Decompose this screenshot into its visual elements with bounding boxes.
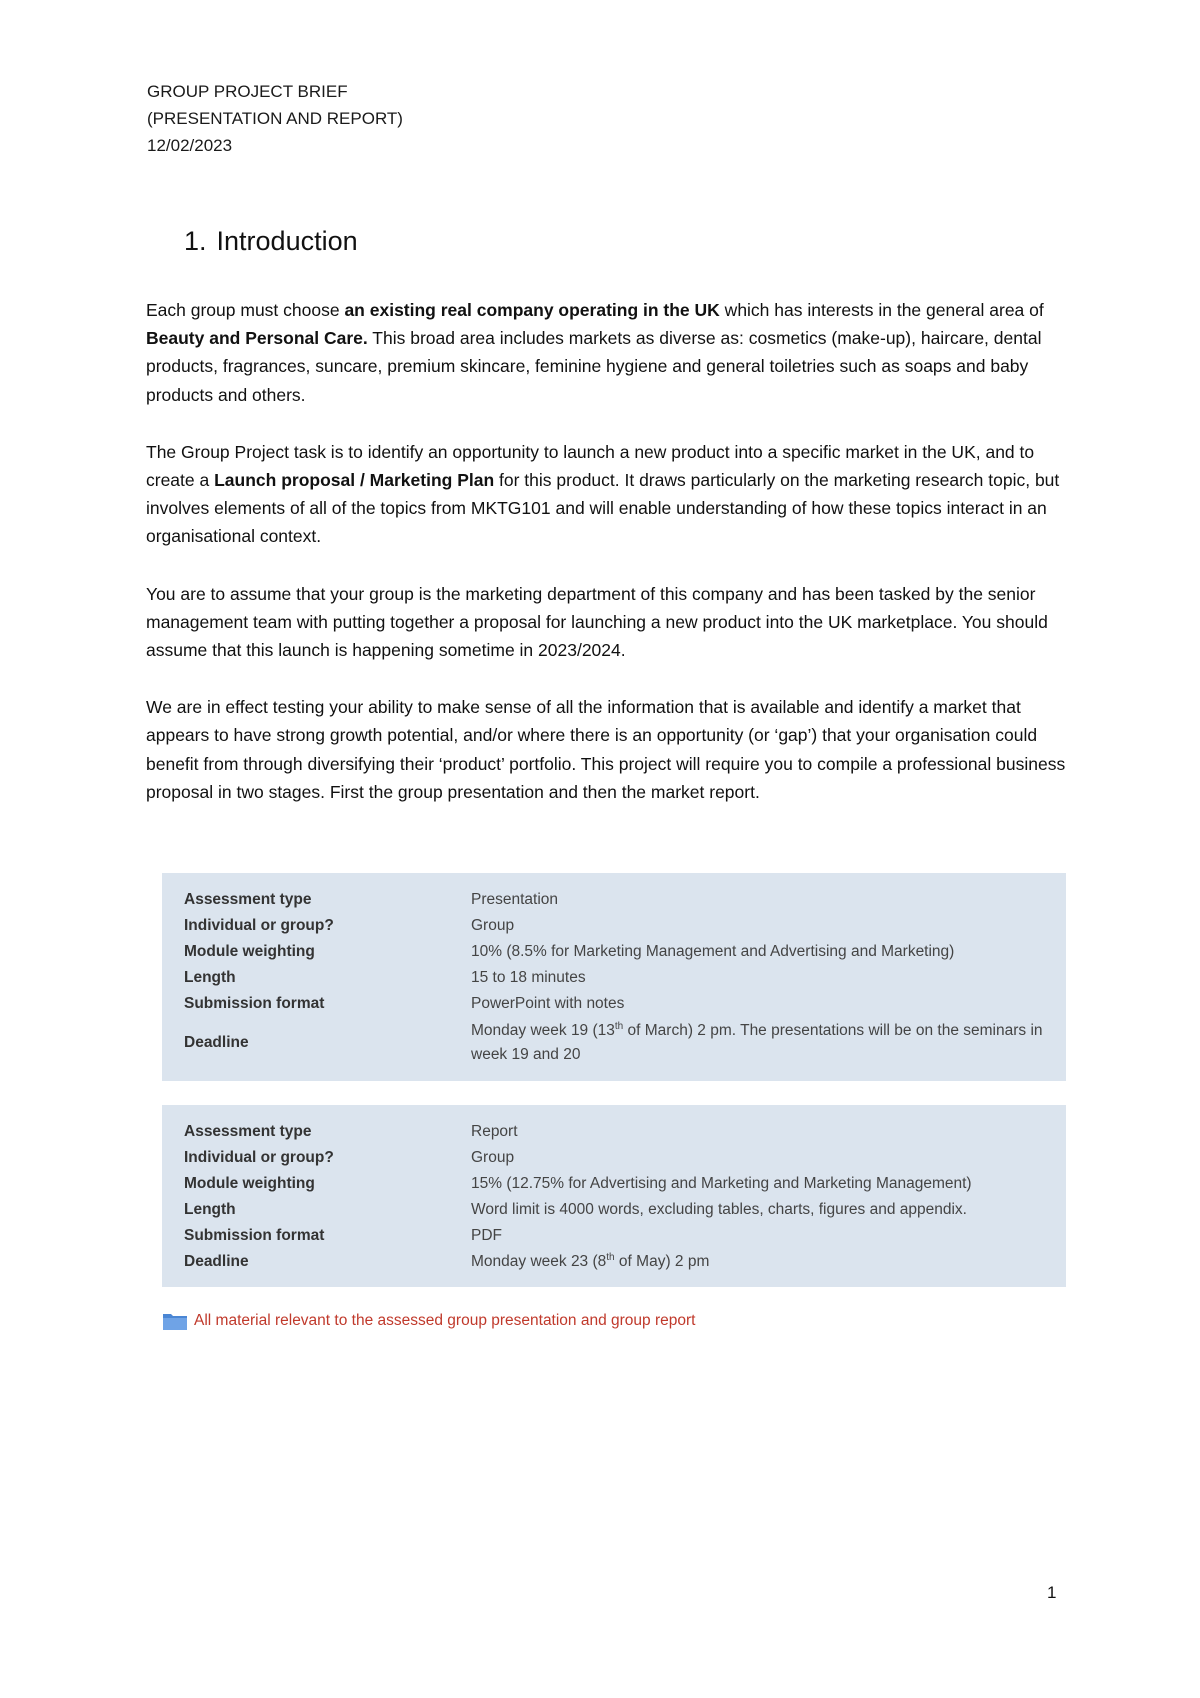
table-row: Submission format PDF	[184, 1227, 502, 1244]
resource-link-text[interactable]: All material relevant to the assessed group presentation and group report	[194, 1312, 696, 1329]
table-row: Length 15 to 18 minutes	[184, 969, 586, 986]
table-row: Assessment type Report	[184, 1123, 518, 1140]
paragraph-1: Each group must choose an existing real company operating in the UK which has interests in the general area of Beauty and Personal Care. This broad area includes markets as diverse as: cosmetics (make-up), haircare, dental products, fragrances, suncare, premium skincare, feminine hygiene and general toiletries such as soaps and baby products and others.	[146, 300, 1044, 405]
table-row: Length Word limit is 4000 words, excluding tables, charts, figures and appendix.	[184, 1201, 967, 1218]
deadline-value: Monday week 19 (13th of March) 2 pm. The presentations will be on the seminars in week 19 and 20	[471, 1020, 1043, 1063]
document-header	[147, 78, 403, 159]
table-row: Submission format PowerPoint with notes	[184, 995, 625, 1012]
table-row: Deadline Monday week 19 (13th of March) 2 pm. The presentations will be on the seminars in week 19 and 20	[184, 1017, 1044, 1069]
deadline-value: Monday week 23 (8th of May) 2 pm	[471, 1251, 710, 1270]
header-date: 12/02/2023	[147, 136, 233, 155]
report-assessment-table	[184, 1119, 1044, 1275]
body-text	[146, 296, 1066, 835]
header-subtitle: (PRESENTATION AND REPORT)	[147, 109, 403, 128]
header-title: GROUP PROJECT BRIEF	[147, 82, 348, 101]
table-row: Module weighting 10% (8.5% for Marketing Management and Advertising and Marketing)	[184, 943, 955, 960]
paragraph-3: You are to assume that your group is the marketing department of this company and has been tasked by the senior management team with putting together a proposal for launching a new product into the UK marketplace. You should assume that this launch is happening sometime in 2023/2024.	[146, 583, 1048, 661]
section-heading	[184, 226, 358, 257]
paragraph-4: We are in effect testing your ability to make sense of all the information that is available and identify a market that appears to have strong growth potential, and/or where there is an opportunity (or ‘gap’) that your organisation could benefit from through diversifying their ‘product’ portfolio. This project will require you to compile a professional business proposal in two stages. First the group presentation and then the market report.	[146, 697, 1066, 802]
section-title: Introduction	[216, 226, 358, 256]
table-row: Assessment type Presentation	[184, 891, 559, 908]
presentation-assessment-table	[184, 887, 1044, 1069]
table-row: Deadline Monday week 23 (8th of May) 2 pm	[184, 1249, 1044, 1275]
report-assessment-box	[162, 1105, 1066, 1287]
presentation-assessment-box	[162, 873, 1066, 1081]
paragraph-2: The Group Project task is to identify an opportunity to launch a new product into a specific market in the UK, and to create a Launch proposal / Marketing Plan for this product. It draws particularly on the marketing research topic, but involves elements of all of the topics from MKTG101 and will enable understanding of how these topics interact in an organisational context.	[146, 441, 1060, 547]
table-row: Module weighting 15% (12.75% for Advertising and Marketing and Marketing Management)	[184, 1175, 972, 1192]
page-number: 1	[1047, 1583, 1057, 1602]
resource-folder-link[interactable]	[162, 1311, 695, 1331]
table-row: Individual or group? Group	[184, 917, 515, 934]
folder-icon	[162, 1311, 188, 1331]
section-number: 1.	[184, 226, 207, 256]
table-row: Individual or group? Group	[184, 1149, 515, 1166]
